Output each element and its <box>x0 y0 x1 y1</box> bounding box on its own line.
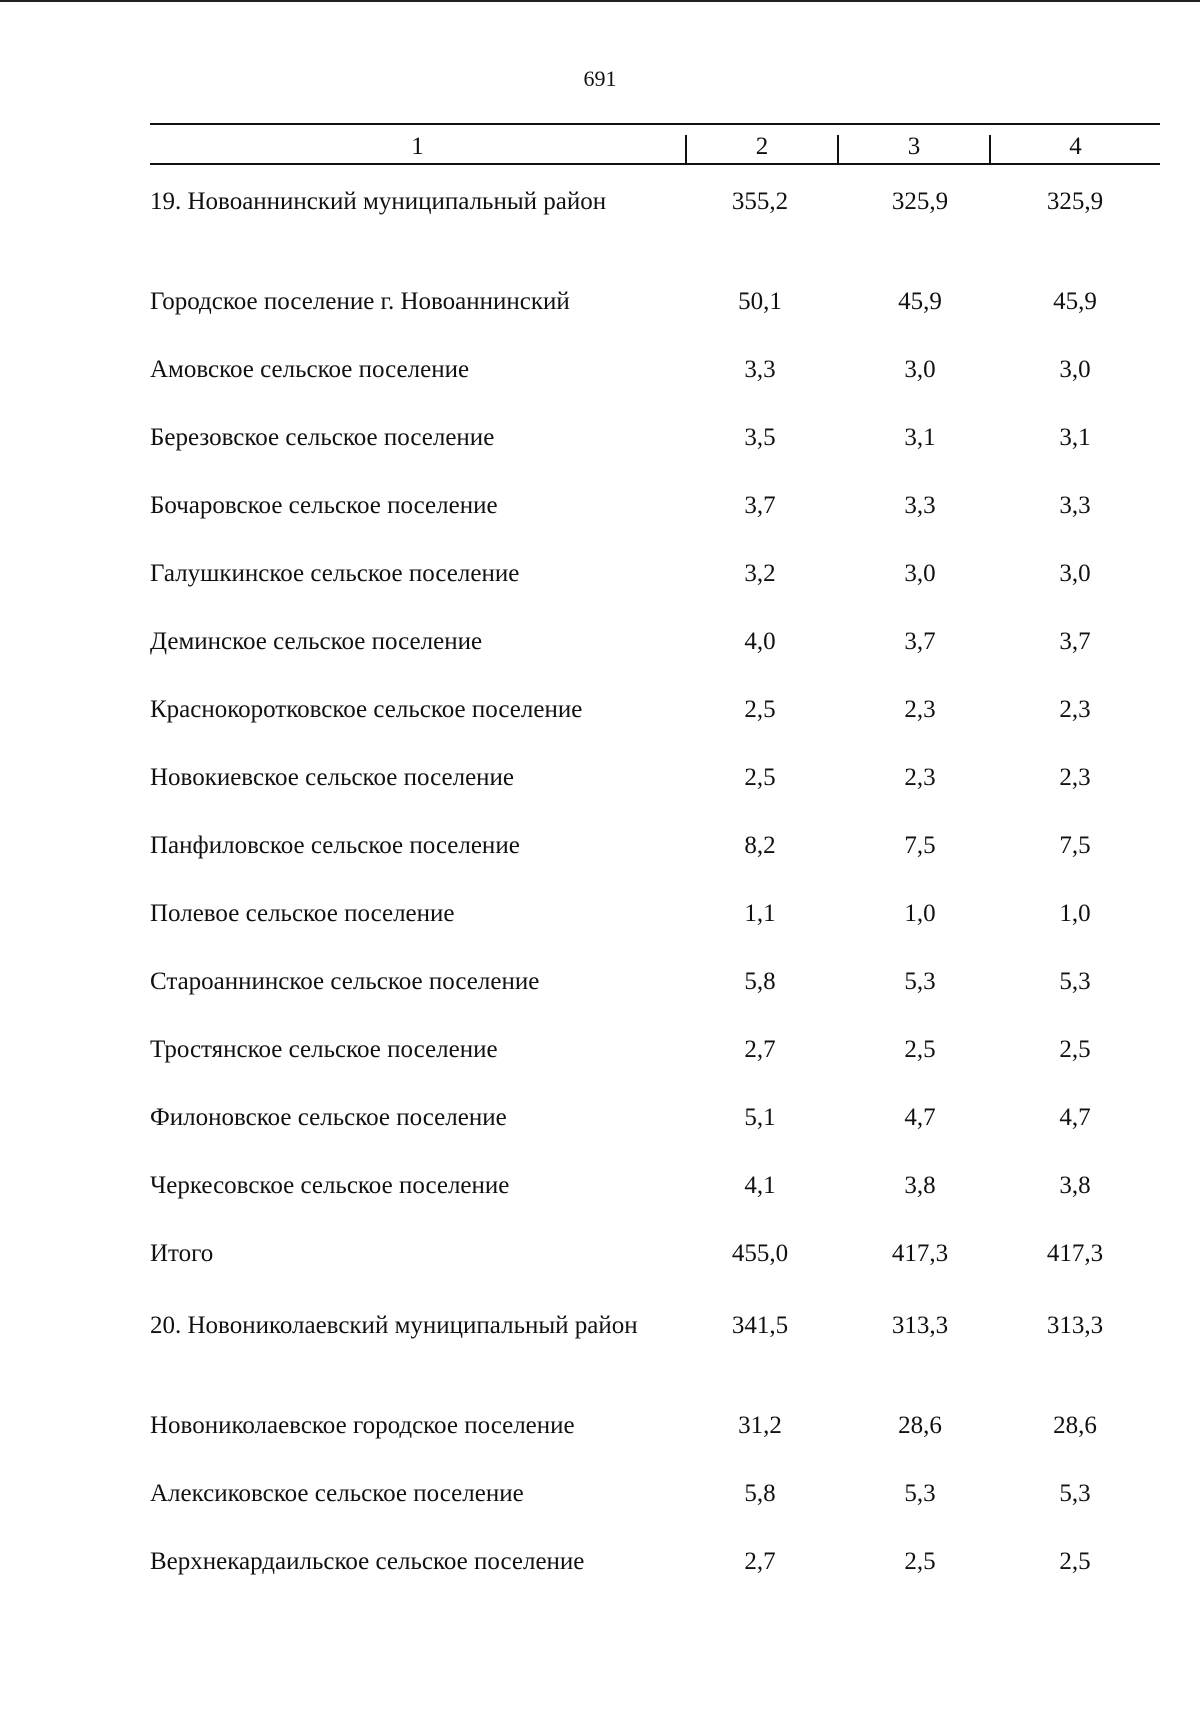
row-value-col2: 50,1 <box>738 288 782 315</box>
row-value-col2: 3,5 <box>744 424 776 451</box>
row-value-col3: 45,9 <box>898 288 942 315</box>
header-top-rule <box>150 123 1160 125</box>
row-value-col2: 3,7 <box>744 492 776 519</box>
row-name: Алексиковское сельское поселение <box>150 1480 524 1507</box>
row-value-col3: 7,5 <box>904 832 936 859</box>
row-value-col2: 1,1 <box>744 900 776 927</box>
row-name: Полевое сельское поселение <box>150 900 455 927</box>
row-value-col3: 2,5 <box>904 1548 936 1575</box>
row-value-col3: 3,1 <box>904 424 936 451</box>
row-value-col3: 3,8 <box>904 1172 936 1199</box>
header-col-2: 2 <box>755 133 769 160</box>
row-value-col3: 4,7 <box>904 1104 936 1131</box>
row-value-col2: 2,7 <box>744 1036 776 1063</box>
header-col-1: 1 <box>411 133 424 160</box>
row-value-col2: 5,1 <box>744 1104 776 1131</box>
row-value-col4: 3,0 <box>1059 356 1091 383</box>
row-value-col2: 2,5 <box>744 696 776 723</box>
row-value-col4: 3,7 <box>1059 628 1091 655</box>
row-value-col4: 7,5 <box>1059 832 1091 859</box>
row-value-col3: 5,3 <box>904 1480 936 1507</box>
page-number: 691 <box>583 66 617 91</box>
row-name: Амовское сельское поселение <box>150 356 470 383</box>
row-name: Тростянское сельское поселение <box>150 1036 498 1063</box>
row-value-col3: 417,3 <box>891 1240 949 1267</box>
row-value-col4: 28,6 <box>1053 1412 1097 1439</box>
row-value-col3: 3,7 <box>904 628 936 655</box>
row-value-col3: 2,3 <box>904 764 936 791</box>
header-col-3: 3 <box>907 133 921 160</box>
row-value-col4: 5,3 <box>1059 968 1091 995</box>
row-value-col2: 2,7 <box>744 1548 776 1575</box>
row-value-col3: 1,0 <box>904 900 936 927</box>
header-bottom-rule <box>150 163 1160 165</box>
row-value-col3: 5,3 <box>904 968 936 995</box>
row-value-col4: 325,9 <box>1046 188 1104 215</box>
row-value-col3: 2,5 <box>904 1036 936 1063</box>
row-name: Панфиловское сельское поселение <box>150 832 520 859</box>
row-name: 20. Новониколаевский муниципальный район <box>150 1312 638 1339</box>
row-name: Верхнекардаильское сельское поселение <box>150 1548 585 1575</box>
header-col-4: 4 <box>1069 133 1082 160</box>
row-value-col2: 4,1 <box>744 1172 776 1199</box>
row-name: Новокиевское сельское поселение <box>150 764 515 791</box>
row-name: Бочаровское сельское поселение <box>150 492 498 519</box>
row-name: Итого <box>150 1240 214 1267</box>
row-name: Краснокоротковское сельское поселение <box>150 696 583 723</box>
row-name: 19. Новоаннинский муниципальный район <box>150 188 607 215</box>
row-value-col4: 3,8 <box>1059 1172 1091 1199</box>
row-value-col4: 3,3 <box>1059 492 1091 519</box>
row-value-col4: 2,3 <box>1059 764 1091 791</box>
row-value-col3: 313,3 <box>891 1312 949 1339</box>
row-name: Березовское сельское поселение <box>150 424 495 451</box>
row-value-col2: 4,0 <box>744 628 776 655</box>
row-value-col4: 417,3 <box>1046 1240 1104 1267</box>
row-value-col4: 3,0 <box>1059 560 1091 587</box>
row-value-col4: 2,5 <box>1059 1548 1091 1575</box>
row-value-col4: 2,3 <box>1059 696 1091 723</box>
row-value-col4: 3,1 <box>1059 424 1091 451</box>
row-value-col4: 5,3 <box>1059 1480 1091 1507</box>
table-header <box>150 123 1160 165</box>
row-value-col4: 4,7 <box>1059 1104 1091 1131</box>
row-name: Деминское сельское поселение <box>150 628 483 655</box>
top-border-line <box>0 0 1200 2</box>
row-value-col4: 1,0 <box>1059 900 1091 927</box>
row-value-col2: 3,2 <box>744 560 776 587</box>
row-name: Новониколаевское городское поселение <box>150 1412 575 1439</box>
row-value-col4: 45,9 <box>1053 288 1097 315</box>
row-value-col2: 455,0 <box>731 1240 789 1267</box>
row-value-col2: 2,5 <box>744 764 776 791</box>
row-name: Староаннинское сельское поселение <box>150 968 540 995</box>
row-name: Городское поселение г. Новоаннинский <box>150 288 570 315</box>
row-name: Черкесовское сельское поселение <box>150 1172 510 1199</box>
row-value-col3: 3,3 <box>904 492 936 519</box>
row-value-col4: 2,5 <box>1059 1036 1091 1063</box>
row-value-col2: 31,2 <box>738 1412 782 1439</box>
row-value-col4: 313,3 <box>1046 1312 1104 1339</box>
row-value-col2: 355,2 <box>731 188 789 215</box>
row-value-col2: 3,3 <box>744 356 776 383</box>
row-value-col3: 3,0 <box>904 560 936 587</box>
row-value-col3: 28,6 <box>898 1412 942 1439</box>
row-value-col2: 5,8 <box>744 1480 776 1507</box>
row-name: Филоновское сельское поселение <box>150 1104 507 1131</box>
row-value-col3: 3,0 <box>904 356 936 383</box>
row-value-col2: 341,5 <box>731 1312 789 1339</box>
row-value-col2: 8,2 <box>744 832 776 859</box>
row-value-col2: 5,8 <box>744 968 776 995</box>
row-value-col3: 2,3 <box>904 696 936 723</box>
row-value-col3: 325,9 <box>891 188 949 215</box>
row-name: Галушкинское сельское поселение <box>150 560 520 587</box>
